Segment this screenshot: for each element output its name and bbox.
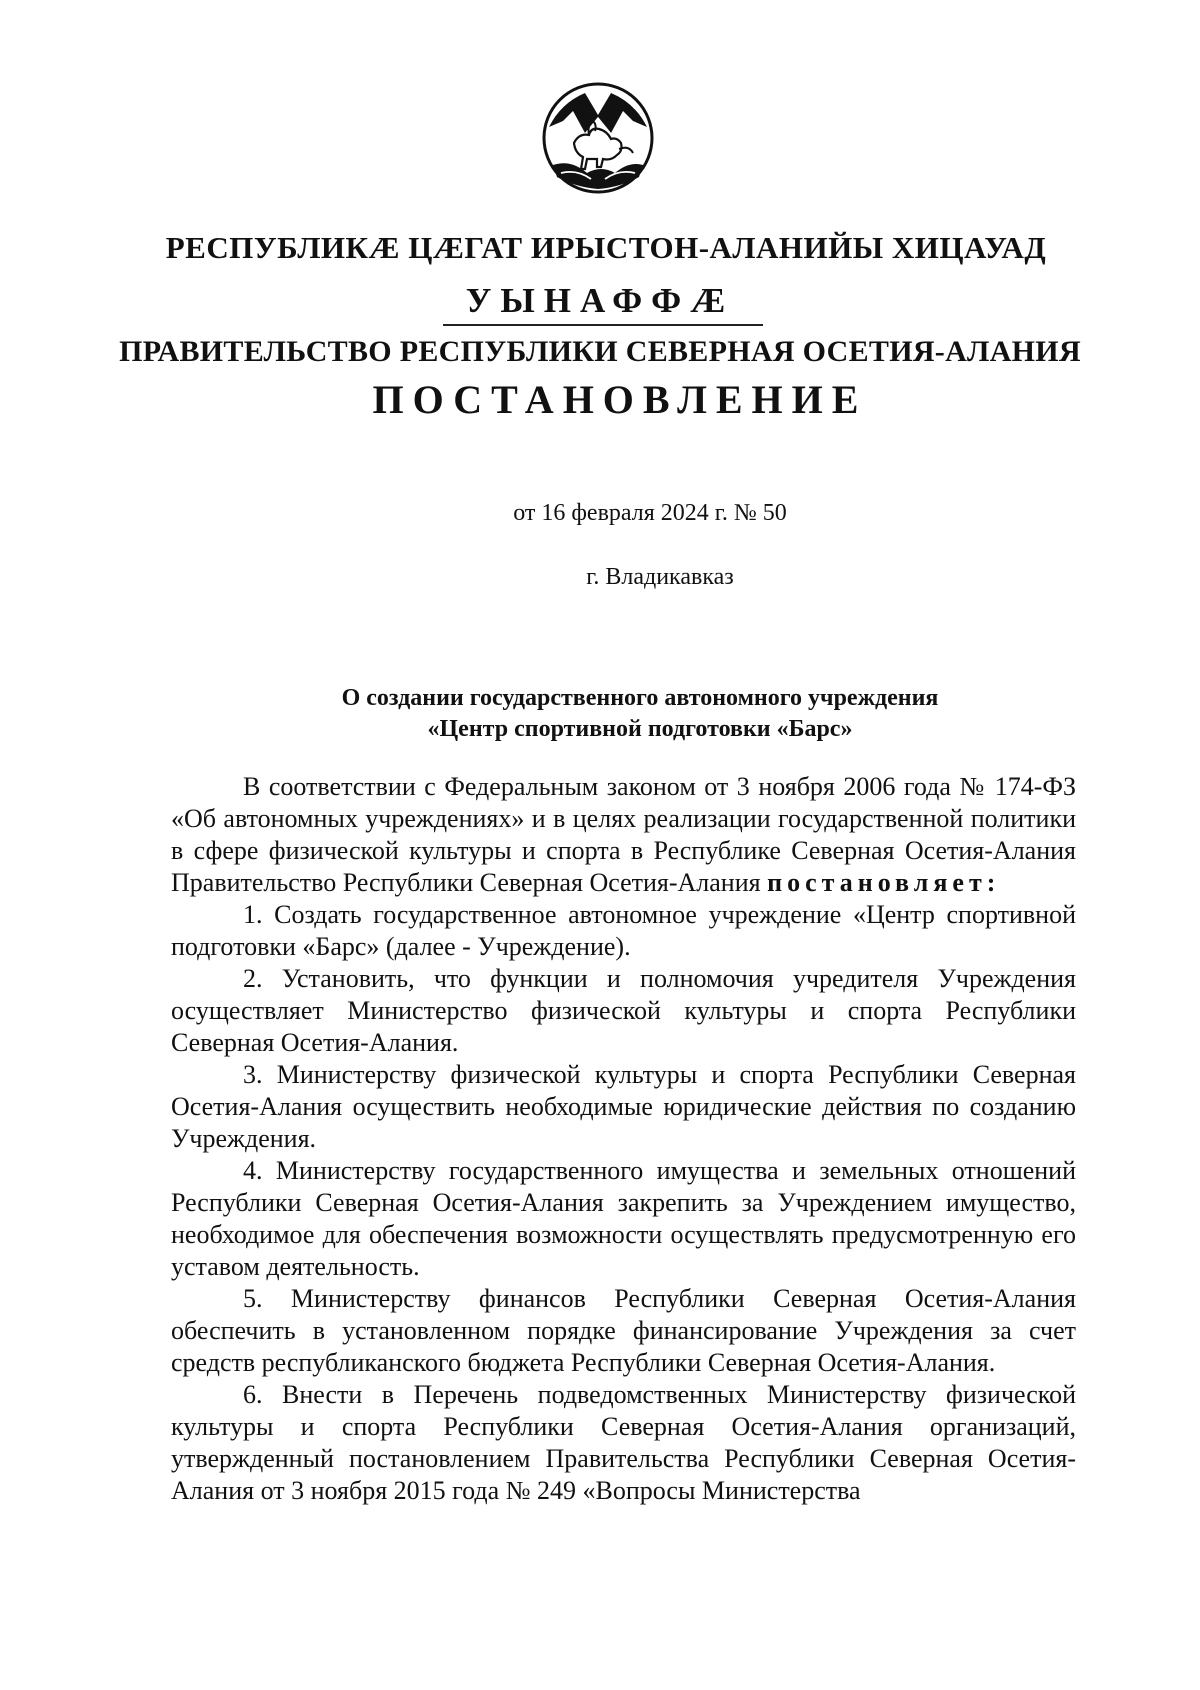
russian-decree-heading: ПОСТАНОВЛЕНИЕ <box>372 377 868 422</box>
decree-title-line-1: О создании государственного автономного учреждения <box>341 685 939 711</box>
preamble-text: В соответствии с Федеральным законом от 3 ноября 2006 года № 174-ФЗ «Об автономных учреждениях» и в целях реализации государственной политики в сфере физической культуры и спорта в Республике Северная Осетия-Алания Правительство Республики Северная Осетия-Алания <box>171 772 1076 897</box>
decree-preamble <box>171 771 1076 899</box>
resolves-word: постановляет: <box>767 868 1001 897</box>
decree-item-3: 3. Министерству физической культуры и спорта Республики Северная Осетия-Алания осуществить необходимые юридические действия по созданию Учреждения. <box>171 1060 1076 1153</box>
decree-date-number: от 16 февраля 2024 г. № 50 <box>513 500 787 526</box>
decree-body <box>171 771 1076 1507</box>
decree-item-4: 4. Министерству государственного имущества и земельных отношений Республики Северная Осетия-Алания закрепить за Учреждением имущество, необходимое для обеспечения возможности осуществлять предусмотренную его уставом деятельность. <box>171 1156 1076 1281</box>
russian-government-heading: ПРАВИТЕЛЬСТВО РЕСПУБЛИКИ СЕВЕРНАЯ ОСЕТИЯ-АЛАНИЯ <box>119 335 1081 368</box>
decree-city: г. Владикавказ <box>586 564 734 590</box>
header-divider <box>443 324 763 326</box>
coat-of-arms-icon <box>541 81 655 195</box>
decree-item-2: 2. Установить, что функции и полномочия учредителя Учреждения осуществляет Министерство физической культуры и спорта Республики Северная Осетия-Алания. <box>171 964 1076 1057</box>
ossetian-decree-heading: УЫНАФФÆ <box>465 281 735 320</box>
ossetian-government-heading: РЕСПУБЛИКÆ ЦÆГАТ ИРЫСТОН-АЛАНИЙЫ ХИЦАУАД <box>165 230 1047 265</box>
decree-item-6: 6. Внести в Перечень подведомственных Министерству физической культуры и спорта Республики Северная Осетия-Алания организаций, утвержденный постановлением Правительства Республики Северная Осетия-Алания от 3 ноября 2015 года № 249 «Вопросы Министерства <box>171 1380 1076 1505</box>
decree-title-line-2: «Центр спортивной подготовки «Барс» <box>427 716 853 742</box>
decree-item-1: 1. Создать государственное автономное учреждение «Центр спортивной подготовки «Барс» (далее - Учреждение). <box>171 900 1076 961</box>
decree-item-5: 5. Министерству финансов Республики Северная Осетия-Алания обеспечить в установленном порядке финансирование Учреждения за счет средств республиканского бюджета Республики Северная Осетия-Алания. <box>171 1284 1076 1377</box>
